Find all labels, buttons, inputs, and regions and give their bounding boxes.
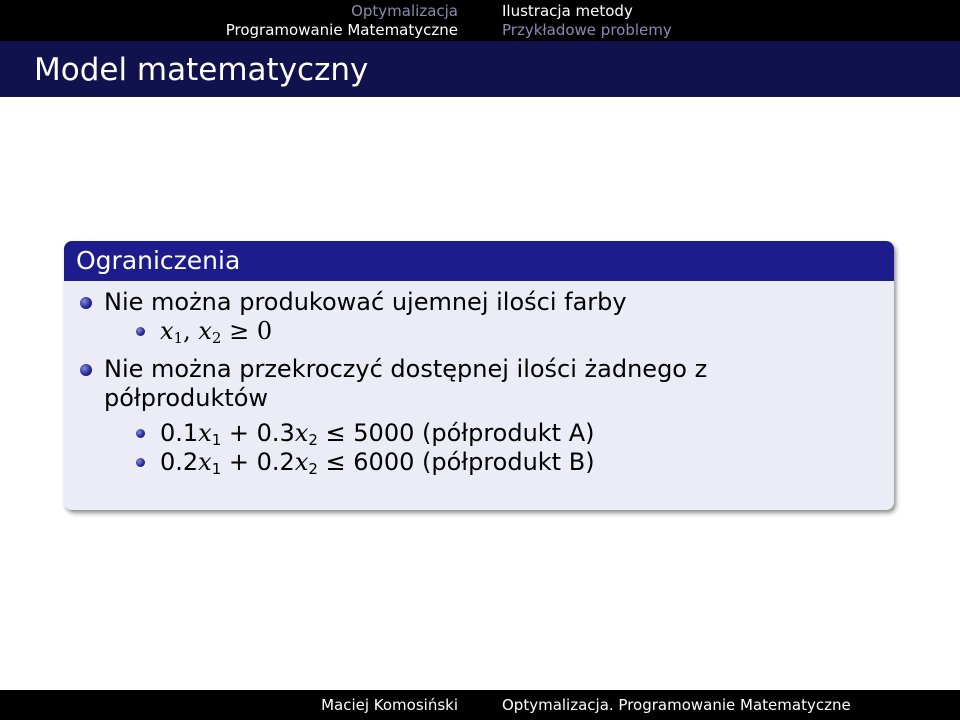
operator: + 0.2 xyxy=(221,448,295,476)
relation: ≤ 6000 (półprodukt B) xyxy=(317,448,595,476)
subscript: 2 xyxy=(308,460,318,478)
block-title: Ograniczenia xyxy=(64,241,894,281)
coefficient: 0.1 xyxy=(160,419,199,447)
constraint-a xyxy=(160,419,595,447)
nav-left xyxy=(226,2,458,40)
frame-title-bar xyxy=(0,41,960,97)
relation: ≤ 5000 (półprodukt A) xyxy=(317,419,595,447)
footer-author: Maciej Komosiński xyxy=(321,696,458,714)
sub-list-item xyxy=(160,317,878,346)
subscript: 1 xyxy=(211,460,222,478)
relation: ≥ 0 xyxy=(221,317,273,345)
bullet-icon xyxy=(136,458,145,467)
subscript: 2 xyxy=(211,329,222,347)
constraint-b xyxy=(160,448,595,476)
bullet-icon xyxy=(80,297,92,309)
list-item xyxy=(104,288,878,317)
operator: + 0.3 xyxy=(221,419,295,447)
footer-title: Optymalizacja. Programowanie Matematyczne xyxy=(502,696,851,714)
variable: x xyxy=(294,419,309,447)
variable: x xyxy=(198,419,212,447)
sub-list-item xyxy=(160,448,878,477)
sub-list-item xyxy=(160,419,878,448)
frame-title: Model matematyczny xyxy=(34,52,369,88)
footer-title-box xyxy=(480,690,960,720)
item-text: Nie można produkować ujemnej ilości farby xyxy=(104,288,627,316)
section-navigation xyxy=(0,0,960,41)
variable: x xyxy=(198,317,212,345)
coefficient: 0.2 xyxy=(160,448,199,476)
constraint-nonnegative xyxy=(160,317,272,345)
variable: x xyxy=(294,448,309,476)
variable: x xyxy=(198,448,212,476)
footer-author-box xyxy=(0,690,480,720)
nav-subsection-programowanie[interactable]: Programowanie Matematyczne xyxy=(225,21,458,39)
item-text: Nie można przekroczyć dostępnej ilości żadnego z półproduktów xyxy=(104,355,708,412)
footer xyxy=(0,690,960,720)
nav-right xyxy=(502,2,672,40)
list-item xyxy=(104,355,878,413)
bullet-icon xyxy=(136,327,145,336)
constraints-block xyxy=(64,241,894,510)
nav-section-optymalizacja[interactable]: Optymalizacja xyxy=(351,2,458,20)
block-body xyxy=(64,281,894,510)
subscript: 1 xyxy=(211,431,222,449)
nav-section-ilustracja[interactable]: Ilustracja metody xyxy=(502,2,633,20)
bullet-icon xyxy=(80,364,92,376)
nav-subsection-przyklady[interactable]: Przykładowe problemy xyxy=(502,21,672,39)
bullet-icon xyxy=(136,429,145,438)
variable: x xyxy=(160,317,174,345)
separator: , xyxy=(183,317,199,345)
subscript: 2 xyxy=(308,431,318,449)
subscript: 1 xyxy=(173,329,184,347)
